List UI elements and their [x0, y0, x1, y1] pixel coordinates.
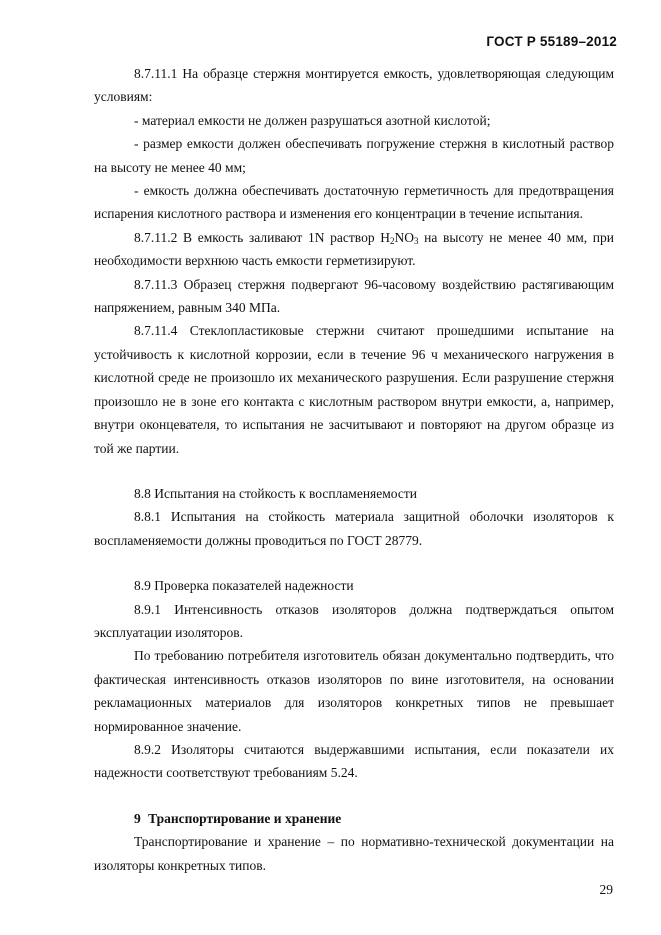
- section-heading-8-9: 8.9 Проверка показателей надежности: [134, 578, 354, 594]
- paragraph-8-7-11-4: 8.7.11.4 Стеклопластиковые стержни считают прошедшими испытание на устойчивость к кислотной коррозии, если в течение 96 ч механического нагружения в кислотной среде не произошло их механического разрушения. Если разрушение стержня произошло не в зоне его контакта с кислотным раствором внутри емкости, а, например, внутри оконцевателя, то испытания не засчитывают и повторяют на другом образце из той же партии.: [94, 323, 614, 456]
- chapter-title: Транспортирование и хранение: [148, 810, 342, 826]
- paragraph-8-7-11-2: [94, 226, 614, 273]
- paragraph-transport: Транспортирование и хранение – по нормативно-технической документации на изоляторы конкретных типов.: [94, 834, 614, 873]
- list-item-material: - материал емкости не должен разрушаться азотной кислотой;: [134, 112, 491, 128]
- paragraph-8-9-1: 8.9.1 Интенсивность отказов изоляторов должна подтверждаться опытом эксплуатации изоляторов.: [94, 601, 614, 640]
- p5-before: 8.7.11.2 В емкость заливают 1N раствор H: [134, 229, 390, 245]
- paragraph-consumer-request: По требованию потребителя изготовитель обязан документально подтвердить, что фактическая интенсивность отказов изоляторов по вине изготовителя, на основании рекламационных материалов для изоляторов конкретных типов не превышает нормированное значение.: [94, 648, 614, 734]
- page-number: 29: [599, 882, 613, 897]
- p5-after: на высоту не менее 40 мм, при необходимости верхнюю часть емкости герметизируют.: [94, 229, 614, 269]
- chapter-number: 9: [134, 810, 141, 826]
- spacer: [94, 552, 614, 574]
- list-item-size: - размер емкости должен обеспечивать погружение стержня в кислотный раствор на высоту не менее 40 мм;: [94, 136, 614, 175]
- standard-header: ГОСТ Р 55189–2012: [486, 34, 617, 49]
- p5-mid: NO: [394, 229, 414, 245]
- page-body: [94, 62, 614, 877]
- spacer: [94, 785, 614, 807]
- chapter-heading-9: [94, 807, 614, 830]
- paragraph-8-8-1: 8.8.1 Испытания на стойкость материала защитной оболочки изоляторов к воспламеняемости должны проводиться по ГОСТ 28779.: [94, 509, 614, 548]
- spacer: [94, 460, 614, 482]
- paragraph-8-7-11-3: 8.7.11.3 Образец стержня подвергают 96-часовому воздействию растягивающим напряжением, равным 340 МПа.: [94, 276, 614, 316]
- p5-sub2: 3: [414, 235, 419, 246]
- p5-sub1: 2: [390, 235, 395, 246]
- paragraph-8-7-11-1: 8.7.11.1 На образце стержня монтируется емкость, удовлетворяющая следующим условиям:: [94, 66, 614, 105]
- list-item-sealing: - емкость должна обеспечивать достаточную герметичность для предотвращения испарения кислотного раствора и изменения его концентрации в течение испытания.: [94, 183, 614, 222]
- paragraph-8-9-2: 8.9.2 Изоляторы считаются выдержавшими испытания, если показатели их надежности соответствуют требованиям 5.24.: [94, 741, 614, 781]
- section-heading-8-8: 8.8 Испытания на стойкость к воспламеняемости: [134, 485, 417, 501]
